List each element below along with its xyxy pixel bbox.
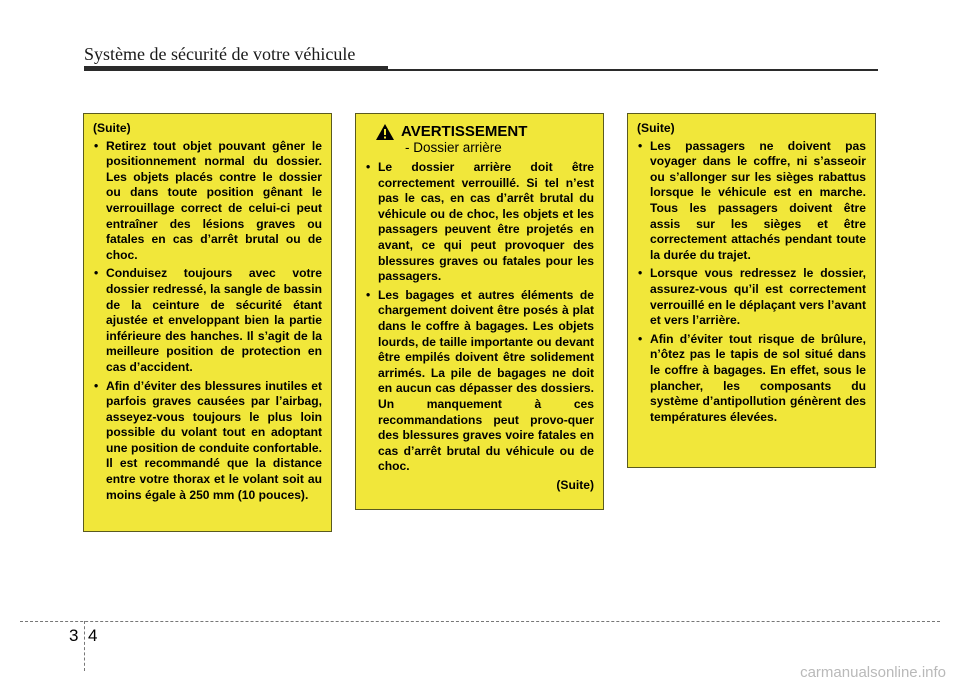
warning-triangle-icon	[375, 123, 395, 141]
left-bullet-list	[93, 139, 322, 504]
list-item: • Afin d’éviter tout risque de brûlure, n’ôtez pas le tapis de sol situé dans le coffre à bagages. En effet, sous le plancher, les composants du système d’antipollution génèrent des températures élevées.	[637, 332, 866, 426]
left-caution-panel	[83, 113, 332, 532]
warning-title: AVERTISSEMENT	[401, 123, 528, 140]
list-item: • Retirez tout objet pouvant gêner le positionnement normal du dossier. Les objets placés contre le dossier ou dans toute position gênant le verrouillage correct de celui-ci peut entraîner des lésions graves ou fatales en cas d’arrêt brutal ou de choc.	[93, 139, 322, 264]
header-rule-thick	[84, 66, 388, 71]
warning-subtitle: - Dossier arrière	[405, 140, 502, 155]
list-item: • Lorsque vous redressez le dossier, assurez-vous qu’il est correctement verrouillé en le déplaçant vers l’avant et vers l’arrière.	[637, 266, 866, 328]
list-item: • Les bagages et autres éléments de chargement doivent être posés à plat dans le coffre à bagages. Les objets lourds, de taille importante ou devant être empilés doivent être solidement arrimés. La pile de bagages ne doit en aucun cas dépasser des dossiers. Un manquement à ces recommandations peut provo-quer des blessures graves voire fatales en cas d’arrêt brutal du véhicule ou de choc.	[365, 288, 594, 475]
watermark: carmanualsonline.info	[800, 664, 946, 681]
right-bullet-list	[637, 139, 866, 426]
footer-divider	[20, 621, 940, 622]
warning-header	[365, 123, 594, 156]
suite-continued-label: (Suite)	[556, 477, 594, 492]
page-header-title: Système de sécurité de votre véhicule	[84, 44, 356, 64]
warning-panel	[355, 113, 604, 510]
list-item: • Afin d’éviter des blessures inutiles et parfois graves causées par l’airbag, asseyez-vous toujours le plus loin possible du volant tout en adoptant une position de conduite confortable. Il est recommandé que la distance entre votre thorax et le volant soit au moins égale à 250 mm (10 pouces).	[93, 379, 322, 504]
page-section-number: 3	[69, 626, 79, 645]
page-number: 4	[88, 626, 98, 645]
right-caution-panel	[627, 113, 876, 468]
suite-label: (Suite)	[93, 121, 131, 135]
list-item: • Le dossier arrière doit être correctement verrouillé. Si tel n’est pas le cas, en cas d’arrêt brutal du véhicule ou de choc, les objets et les passagers peuvent être projetés en avant, ce qui peut provoquer des blessures graves ou fatales pour les passagers.	[365, 160, 594, 285]
list-item: • Conduisez toujours avec votre dossier redressé, la sangle de bassin de la ceinture de sécurité étant ajustée et enveloppant bien la partie inférieure des hanches. Il s’agit de la meilleure position de protection en cas d’accident.	[93, 266, 322, 375]
warning-bullet-list	[365, 160, 594, 475]
list-item: • Les passagers ne doivent pas voyager dans le coffre, ni s’asseoir ou s’allonger sur les sièges rabattus lorsque le véhicule est en marche. Tous les passagers doivent être assis sur les sièges et être correctement attachés pendant toute la durée du trajet.	[637, 139, 866, 264]
suite-label: (Suite)	[637, 121, 675, 135]
header-rule-thin	[388, 69, 878, 71]
footer-page-divider	[84, 621, 85, 671]
